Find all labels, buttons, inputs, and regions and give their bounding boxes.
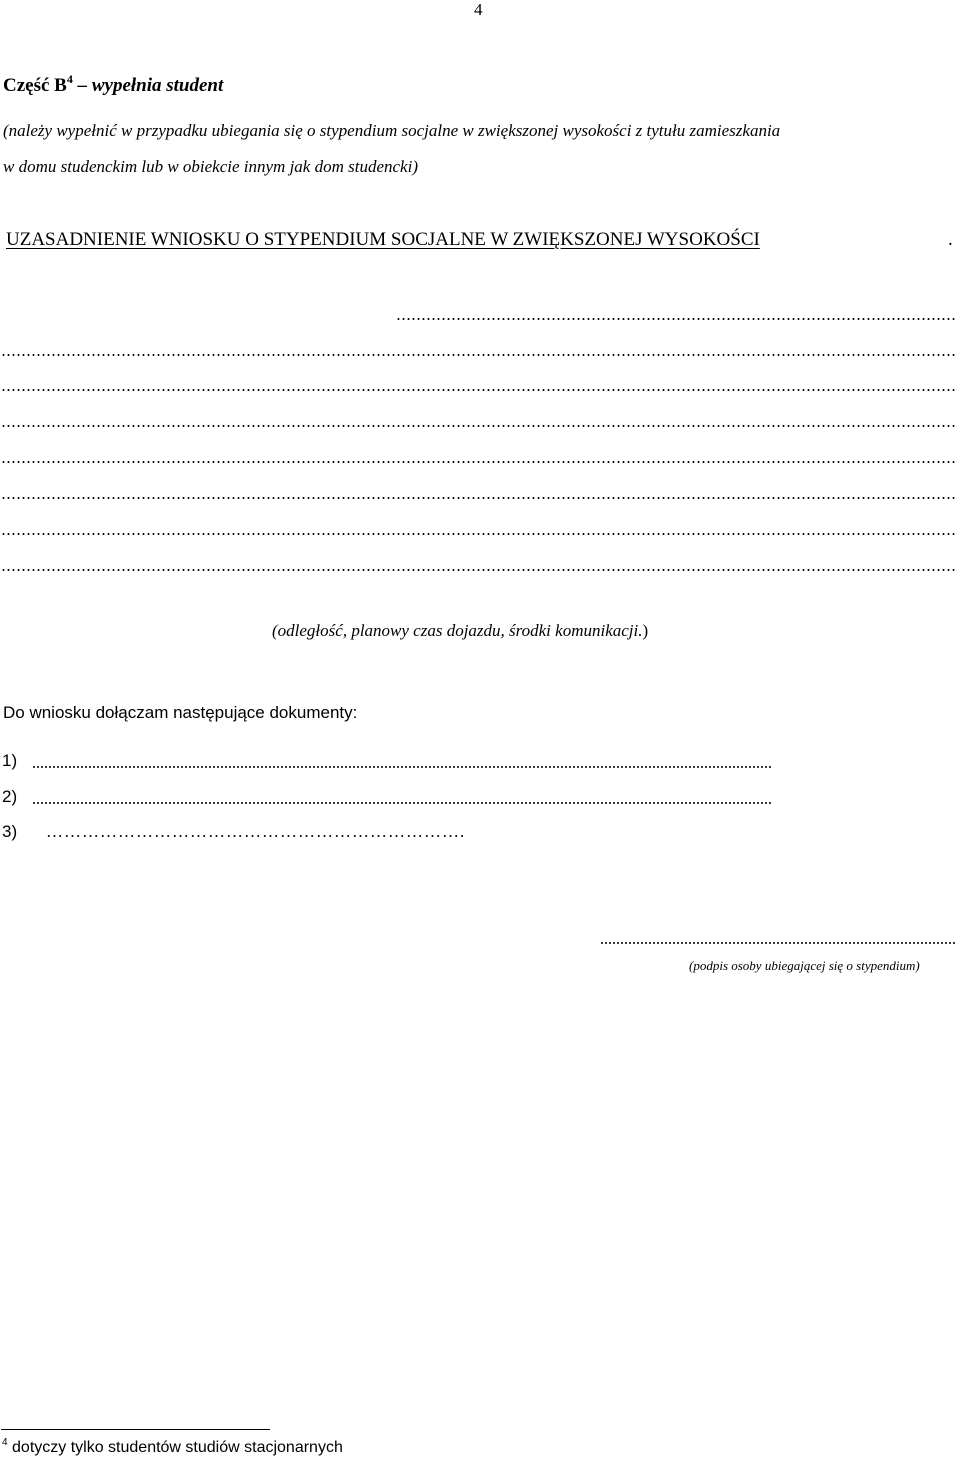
justification-hint-close: ) (642, 621, 649, 640)
justification-hint (272, 621, 648, 641)
signature-caption: (podpis osoby ubiegającej się o stypendium) (689, 958, 920, 973)
justification-input-line-5[interactable] (1, 461, 956, 463)
part-subtitle: wypełnia student (91, 75, 224, 96)
footnote (2, 1437, 343, 1457)
attachment-item-2-label: 2) (2, 787, 18, 806)
justification-input-line-3[interactable] (1, 389, 956, 391)
footnote-separator (1, 1429, 270, 1430)
attachment-item-2-field[interactable] (32, 802, 772, 804)
instructions-line-2: w domu studenckim lub w obiekcie innym jak dom studencki) (3, 157, 418, 176)
part-title-text: Część B (3, 75, 67, 96)
part-footnote-ref: 4 (66, 72, 73, 86)
part-title (3, 72, 223, 97)
justification-input-line-1[interactable] (396, 318, 956, 320)
justification-input-line-2[interactable] (1, 354, 956, 356)
justification-heading: UZASADNIENIE WNIOSKU O STYPENDIUM SOCJALNE W ZWIĘKSZONEJ WYSOKOŚCI (6, 229, 760, 250)
attachments-heading: Do wniosku dołączam następujące dokumenty: (3, 703, 358, 722)
page-number: 4 (474, 0, 483, 19)
attachment-item-3-label: 3) (2, 822, 18, 841)
justification-input-line-7[interactable] (1, 533, 956, 535)
justification-input-line-4[interactable] (1, 425, 956, 427)
instructions-line-1: (należy wypełnić w przypadku ubiegania się o stypendium socjalne w zwiększonej wysokości z tytułu zamieszkania (3, 121, 781, 140)
justification-heading-dot: . (948, 229, 953, 250)
footnote-ref: 4 (2, 1437, 8, 1448)
justification-input-line-6[interactable] (1, 497, 956, 499)
part-dash: – (77, 75, 88, 96)
attachment-item-1-label: 1) (2, 751, 18, 770)
signature-field[interactable] (600, 942, 956, 944)
attachment-item-1-field[interactable] (32, 766, 772, 768)
justification-hint-text: (odległość, planowy czas dojazdu, środki komunikacji. (272, 621, 643, 640)
footnote-text: dotyczy tylko studentów studiów stacjonarnych (12, 1439, 343, 1456)
attachment-item-3-field[interactable]: ……………………………………………………………. (46, 822, 466, 841)
justification-input-line-8[interactable] (1, 569, 956, 571)
